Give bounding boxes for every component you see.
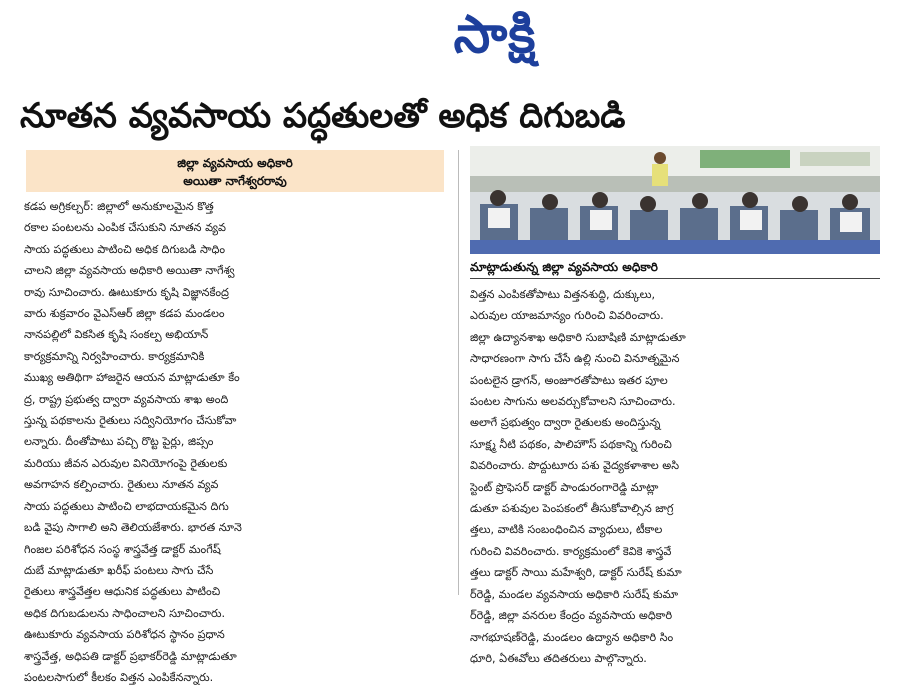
body-line: ద్ర, రాష్ట్ర ప్రభుత్వ ద్వారా వ్యవసాయ శాఖ అంది bbox=[24, 392, 229, 406]
body-line: పంటలైన డ్రాగన్‌, అంజూరతోపాటు ఇతర పూల bbox=[470, 373, 668, 387]
body-line: ఎరువుల యాజమాన్యం గురించి వివరించారు. bbox=[470, 309, 664, 323]
body-line: అలాగే ప్రభుత్వం ద్వారా రైతులకు అందిస్తున్న bbox=[470, 416, 661, 430]
byline-title: జిల్లా వ్యవసాయ అధికారి bbox=[177, 156, 293, 170]
body-line: సాయ పద్ధతులు పాటించి లాభదాయకమైన దిగు bbox=[24, 499, 229, 513]
photo-caption: మాట్లాడుతున్న జిల్లా వ్యవసాయ అధికారి bbox=[470, 256, 880, 279]
body-line: స్తున్న పథకాలను రైతులు సద్వినియోగం చేసుకోవా bbox=[24, 414, 237, 428]
body-line: కడప అగ్రికల్చర్‌: జిల్లాలో అనుకూలమైన కొత్త bbox=[24, 200, 214, 213]
body-line: స్టెంట్‌ ప్రొఫెసర్‌ డాక్టర్‌ పాండురంగారెడ్డి మాట్లా bbox=[470, 480, 659, 494]
body-line: ధూరి, ఏఈవోలు తదితరులు పాల్గొన్నారు. bbox=[470, 651, 647, 665]
body-line: రకాల పంటలను ఎంపిక చేసుకుని నూతన వ్యవ bbox=[24, 221, 226, 235]
body-line: సాధారణంగా సాగు చేసే ఉల్లి నుంచి వినూత్నమైన bbox=[470, 352, 680, 366]
body-line: శాస్త్రవేత్త, అధిపతి డాక్టర్‌ ప్రభాకర్‌రెడ్డి మాట్లాడుతూ bbox=[24, 649, 237, 663]
body-line: నాగభూషణ్‌రెడ్డి, మండలం ఉద్యాన అధికారి సిం bbox=[470, 630, 674, 644]
body-line: కార్యక్రమాన్ని నిర్వహించారు. కార్యక్రమానికి bbox=[24, 349, 205, 363]
article-headline: నూతన వ్యవసాయ పద్ధతులతో అధిక దిగుబడి bbox=[20, 96, 626, 136]
body-line: అధిక దిగుబడులను సాధించాలని సూచించారు. bbox=[24, 606, 226, 620]
body-line: లన్నారు. దీంతోపాటు పచ్చి రొట్ట పైర్లు, జిప్సం bbox=[24, 435, 214, 449]
body-line: అవగాహన కల్పించారు. రైతులు నూతన వ్యవ bbox=[24, 478, 219, 492]
body-line: ర్‌రెడ్డి, జిల్లా వనరుల కేంద్రం వ్యవసాయ అధికారి bbox=[470, 609, 673, 623]
body-line: విత్తన ఎంపికతోపాటు విత్తనశుద్ధి, దుక్కులు, bbox=[470, 288, 656, 301]
body-line: ర్‌రెడ్డి, మండల వ్యవసాయ అధికారి సురేష్‌ కుమా bbox=[470, 587, 679, 601]
body-line: ఊటుకూరు వ్యవసాయ పరిశోధన స్థానం ప్రధాన bbox=[24, 628, 225, 642]
article-body-left bbox=[24, 196, 452, 688]
body-line: నానపల్లిలో వికసిత కృషి సంకల్ప అభియాన్‌ bbox=[24, 328, 209, 342]
logo-text: సాక్షి bbox=[453, 4, 537, 65]
body-line: డుతూ పశువుల పెంపకంలో తీసుకోవాల్సిన జాగ్ర bbox=[470, 502, 674, 516]
body-line: సాయ పద్ధతులు పాటించి అధిక దిగుబడి సాధిం bbox=[24, 242, 226, 256]
event-photo bbox=[470, 146, 880, 254]
body-line: సూక్ష్మ నీటి పథకం, పాలిహౌస్‌ పథకాన్ని గురించి bbox=[470, 437, 672, 451]
body-line: త్తలు, వాటికి సంబంధించిన వ్యాధులు, టీకాల bbox=[470, 523, 663, 537]
body-line: త్తలు డాక్టర్‌ సాయి మహేశ్వరి, డాక్టర్‌ సురేష్‌ కుమా bbox=[470, 566, 682, 580]
body-line: బడి వైపు సాగాలి అని తెలియజేశారు. భారత నూనె bbox=[24, 521, 242, 535]
body-line: చాలని జిల్లా వ్యవసాయ అధికారి అయితా నాగేశ్వ bbox=[24, 264, 235, 278]
body-line: మరియు జీవన ఎరువుల వినియోగంపై రైతులకు bbox=[24, 456, 228, 470]
body-line: వివరించారు. పొద్దుటూరు పశు వైద్యకళాశాల అసి bbox=[470, 459, 680, 473]
body-line: పంటల సాగును అలవర్చుకోవాలని సూచించారు. bbox=[470, 395, 676, 409]
byline-name: అయితా నాగేశ్వరరావు bbox=[183, 174, 287, 188]
event-photo-illustration bbox=[470, 146, 880, 254]
body-line: దుబే మాట్లాడుతూ ఖరీఫ్‌ పంటలు సాగు చేసే bbox=[24, 563, 214, 577]
body-line: పంటలసాగులో కీలకం విత్తన ఎంపికేనన్నారు. bbox=[24, 670, 214, 684]
body-line: రావు సూచించారు. ఊటుకూరు కృషి విజ్ఞానకేంద్ర bbox=[24, 285, 229, 299]
column-divider bbox=[458, 150, 459, 595]
body-line: గింజల పరిశోధన సంస్థ శాస్త్రవేత్త డాక్టర్‌ మంగేష్‌ bbox=[24, 542, 221, 556]
body-line: వారు శుక్రవారం వైఎస్‌ఆర్‌ జిల్లా కడప మండలం bbox=[24, 307, 225, 321]
masthead-logo bbox=[360, 6, 630, 76]
body-line: జిల్లా ఉద్యానశాఖ అధికారి సుబాషిణి మాట్లాడుతూ bbox=[470, 330, 686, 344]
body-line: గురించి వివరించారు. కార్యక్రమంలో కెవికె శాస్త్రవే bbox=[470, 544, 672, 558]
body-line: రైతులు శాస్త్రవేత్తల ఆధునిక పద్ధతులు పాటించి bbox=[24, 585, 221, 599]
body-line: ముఖ్య అతిథిగా హాజరైన ఆయన మాట్లాడుతూ కేం bbox=[24, 371, 240, 385]
article-body-right bbox=[470, 284, 880, 669]
byline-box bbox=[26, 150, 444, 192]
